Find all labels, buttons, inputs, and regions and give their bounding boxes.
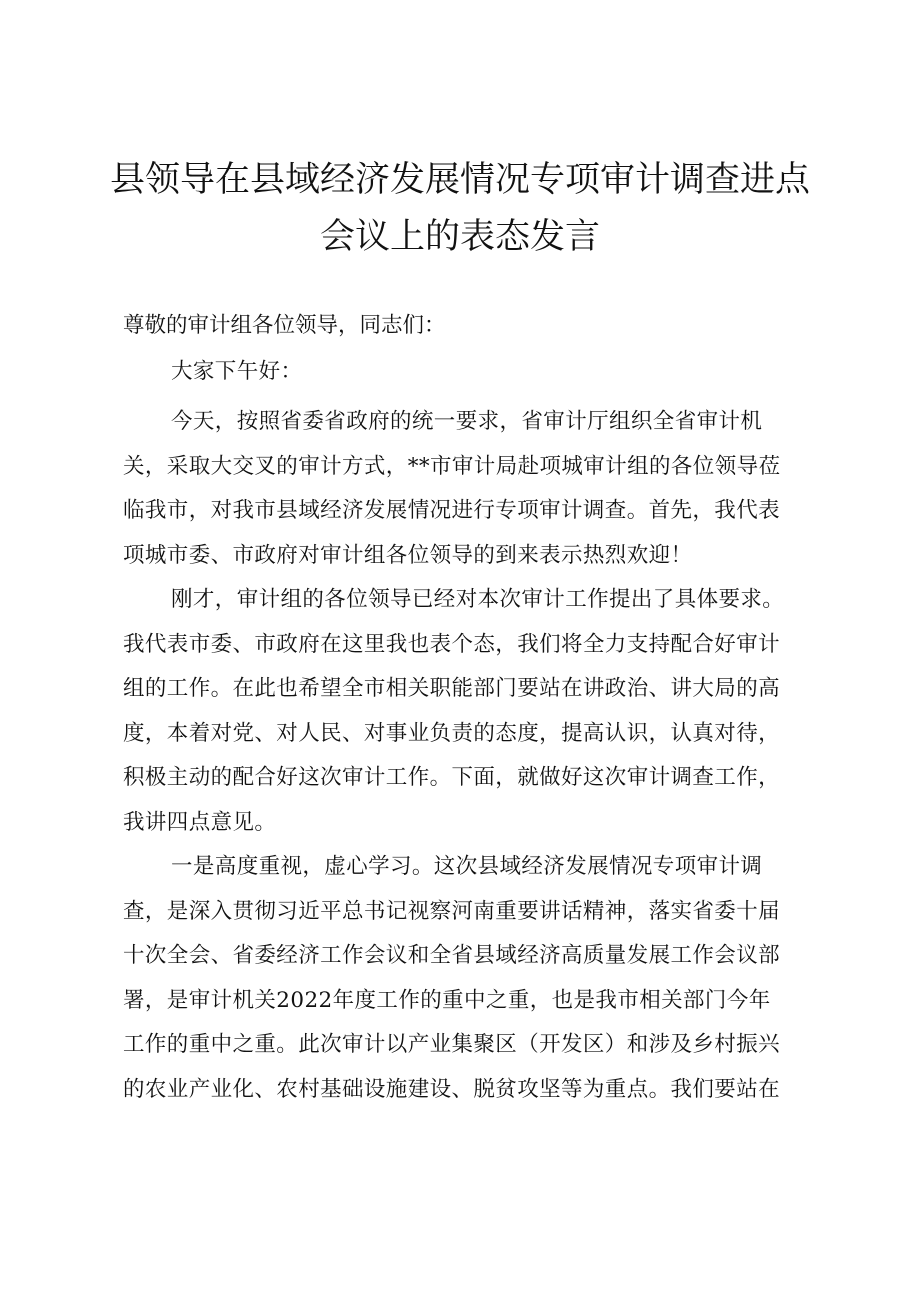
- paragraph-line: 我讲四点意见。: [123, 809, 277, 835]
- paragraph-2: [123, 578, 823, 845]
- salutation: 尊敬的审计组各位领导，同志们：: [123, 313, 446, 338]
- paragraph-line: 十次全会、省委经济工作会议和全省县域经济高质量发展工作会议部: [123, 943, 781, 968]
- title-line-1: 县领导在县域经济发展情况专项审计调查进点: [109, 160, 810, 200]
- paragraph-line: 关，采取大交叉的审计方式，**市审计局赴项城审计组的各位领导莅: [123, 453, 781, 479]
- document-title: [100, 152, 820, 266]
- paragraph-line: 积极主动的配合好这次审计工作。下面，就做好这次审计调查工作，: [123, 765, 781, 790]
- paragraph-line: 查，是深入贯彻习近平总书记视察河南重要讲话精神，落实省委十届: [123, 898, 781, 924]
- paragraph-line: 一是高度重视，虚心学习。这次县域经济发展情况专项审计调: [171, 854, 763, 879]
- greeting: [123, 350, 823, 394]
- document-body: [123, 308, 823, 1112]
- greeting-text: 大家下午好：: [171, 359, 303, 384]
- paragraph-line: 刚才，审计组的各位领导已经对本次审计工作提出了具体要求。: [171, 587, 785, 612]
- paragraph-line: 的农业产业化、农村基础设施建设、脱贫攻坚等为重点。我们要站在: [123, 1076, 781, 1102]
- paragraph-line: 我代表市委、市政府在这里我也表个态，我们将全力支持配合好审计: [123, 631, 781, 657]
- paragraph-line: 署，是审计机关2022年度工作的重中之重，也是我市相关部门今年: [123, 987, 771, 1013]
- paragraph-line: 工作的重中之重。此次审计以产业集聚区（开发区）和涉及乡村振兴: [123, 1032, 781, 1057]
- paragraph-line: 度，本着对党、对人民、对事业负责的态度，提高认识，认真对待，: [123, 720, 781, 746]
- paragraph-1: [123, 400, 823, 578]
- paragraph-3: [123, 845, 823, 1112]
- paragraph-line: 组的工作。在此也希望全市相关职能部门要站在讲政治、讲大局的高: [123, 676, 781, 701]
- paragraph-line: 项城市委、市政府对审计组各位领导的到来表示热烈欢迎！: [123, 542, 693, 568]
- title-line-2: 会议上的表态发言: [319, 217, 600, 257]
- paragraph-line: 临我市，对我市县域经济发展情况进行专项审计调查。首先，我代表: [123, 498, 781, 523]
- paragraph-line: 今天，按照省委省政府的统一要求，省审计厅组织全省审计机: [171, 409, 763, 434]
